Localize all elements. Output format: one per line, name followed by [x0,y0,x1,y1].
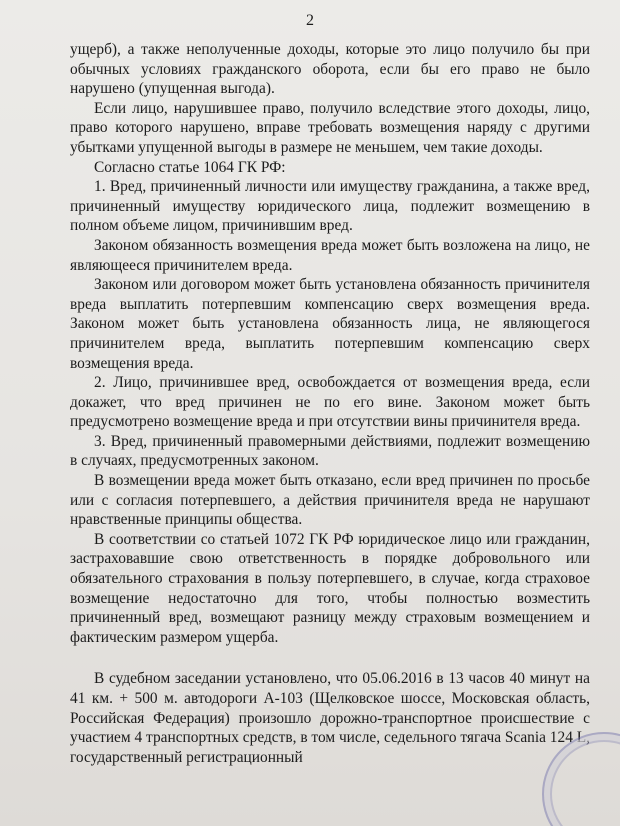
paragraph-6: Законом или договором может быть установлена обязанность причинителя вреда выплатить потерпевшим компенсацию сверх возмещения вреда. Законом может быть установлена обязанность лица, не являющегося причинителем вреда, выплатить потерпевшим компенсацию сверх возмещения вреда. [70,276,590,372]
paragraph-4: 1. Вред, причиненный личности или имуществу гражданина, а также вред, причиненный имуществу юридического лица, подлежит возмещению в полном объеме лицом, причинившим вред. [70,178,590,235]
paragraph-3: Согласно статье 1064 ГК РФ: [94,158,286,176]
paragraph-gap [70,647,590,669]
paragraph-2: Если лицо, нарушившее право, получило вследствие этого доходы, лицо, право которого нарушено, вправе требовать возмещения наряду с другими убытками упущенной выгоды в размере не меньшем, чем такие доходы. [70,99,590,156]
document-body [70,40,590,767]
page-number: 2 [306,12,314,29]
paragraph-8: 3. Вред, причиненный правомерными действиями, подлежит возмещению в случаях, предусмотренных законом. [70,432,590,470]
paragraph-9: В возмещении вреда может быть отказано, если вред причинен по просьбе или с согласия потерпевшего, а действия причинителя вреда не нарушают нравственные принципы общества. [70,472,590,529]
paragraph-7: 2. Лицо, причинившее вред, освобождается от возмещения вреда, если докажет, что вред причинен не по его вине. Законом может быть предусмотрено возмещение вреда и при отсутствии вины причинителя вреда. [70,374,590,431]
paragraph-11: В судебном заседании установлено, что 05.06.2016 в 13 часов 40 минут на 41 км. + 500 м. автодороги А-103 (Щелковское шоссе, Московская область, Российская Федерация) произошло дорожно-транспортное происшествие с участием 4 транспортных средств, в том числе, седельного тягача Scania 124 L, государственный регистрационный [70,670,590,766]
paragraph-5: Законом обязанность возмещения вреда может быть возложена на лицо, не являющееся причинителем вреда. [70,236,590,274]
paragraph-1: ущерб), а также неполученные доходы, которые это лицо получило бы при обычных условиях гражданского оборота, если бы его право не было нарушено (упущенная выгода). [70,41,590,98]
paragraph-10: В соответствии со статьей 1072 ГК РФ юридическое лицо или гражданин, застраховавшие свою ответственность в порядке добровольного или обязательного страхования в пользу потерпевшего, в случае, когда страховое возмещение недостаточно для того, чтобы полностью возместить причиненный вред, возмещают разницу между страховым возмещением и фактическим размером ущерба. [70,530,590,646]
